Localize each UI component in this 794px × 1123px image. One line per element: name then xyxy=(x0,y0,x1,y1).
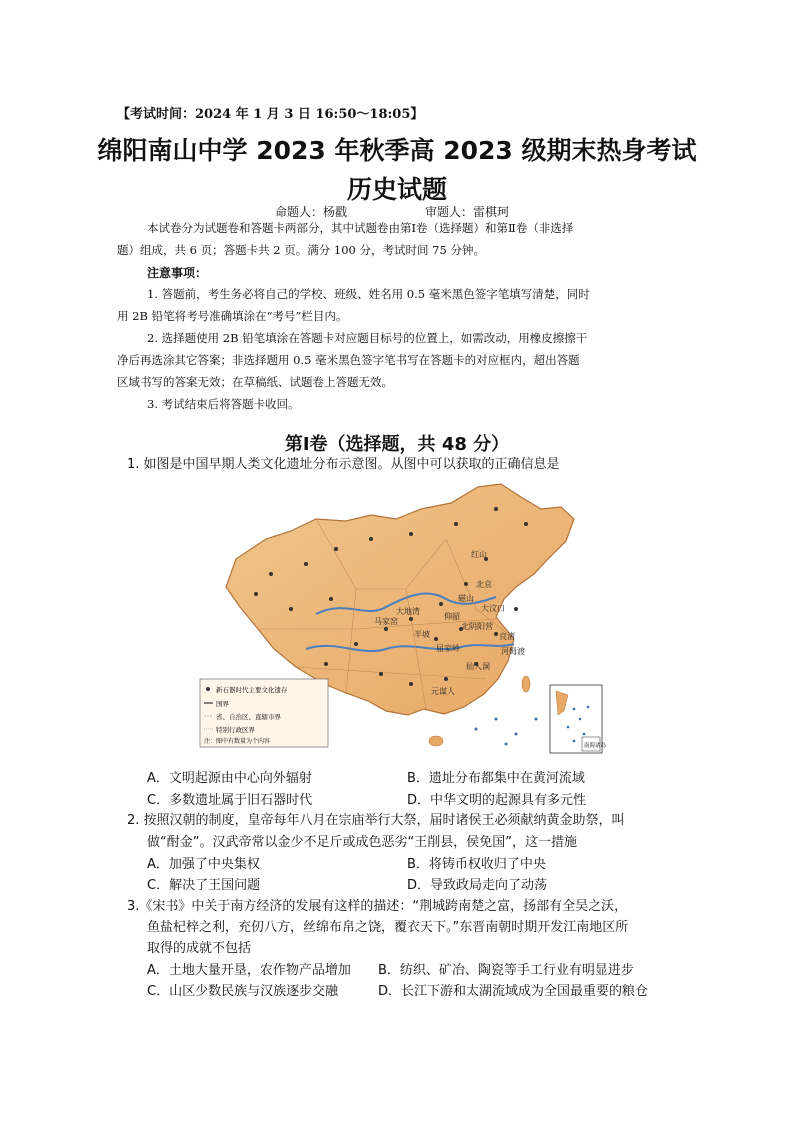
china-map-figure xyxy=(196,479,606,757)
q2-option-a: A．加强了中央集权 xyxy=(147,857,260,872)
q1-option-b: B．遗址分布都集中在黄河流域 xyxy=(407,771,585,786)
map-label: 仙人洞 xyxy=(466,662,490,671)
notice-title: 注意事项： xyxy=(147,266,208,280)
map-label: 屈家岭 xyxy=(436,644,460,653)
taiwan-island xyxy=(522,676,530,692)
question-1-stem: 1. 如图是中国早期人类文化遗址分布示意图。从图中可以获取的正确信息是 xyxy=(127,457,560,472)
legend-item: 新石器时代主要文化遗存 xyxy=(216,686,288,694)
q2-option-c: C．解决了王国问题 xyxy=(147,878,261,893)
south-sea-inset xyxy=(550,685,606,753)
legend-item: 特别行政区界 xyxy=(216,726,255,734)
inset-label: 南海诸岛 xyxy=(584,743,606,749)
map-label: 北京 xyxy=(476,580,492,589)
map-label: 元谋人 xyxy=(431,687,455,696)
map-label: 北阴阳营 xyxy=(461,622,493,631)
exam-subtitle: 历史试题 xyxy=(346,175,447,204)
notice-2-line-2: 净后再选涂其它答案；非选择题用 0.5 毫米黑色签字笔书写在答题卡的对应框内，超出答题 xyxy=(117,353,580,367)
map-label: 良渚 xyxy=(499,632,515,641)
setter: 命题人：杨戳 xyxy=(275,205,348,219)
map-label: 马家窑 xyxy=(374,617,398,626)
q1-option-c: C．多数遗址属于旧石器时代 xyxy=(147,793,313,808)
sea-island-dots xyxy=(475,718,538,746)
q2-option-d: D．导致政局走向了动荡 xyxy=(407,878,548,893)
question-3-stem-1: 3.《宋书》中关于南方经济的发展有这样的描述：“荆城跨南楚之富，扬部有全吴之沃， xyxy=(127,899,628,914)
question-3-stem-3: 取得的成就不包括 xyxy=(147,941,252,956)
legend-item: 省、自治区、直辖市界 xyxy=(216,713,281,721)
notice-1-line-1: 1. 答题前，考生务必将自己的学校、班级、姓名用 0.5 毫米黑色签字笔填写清楚，同时 xyxy=(147,287,590,301)
intro-line-2: 题）组成，共 6 页；答题卡共 2 页。满分 100 分，考试时间 75 分钟。 xyxy=(117,243,485,257)
q3-option-d: D．长江下游和太湖流域成为全国最重要的粮仓 xyxy=(378,984,649,999)
reviewer: 审题人：雷棋珂 xyxy=(425,205,510,219)
exam-title: 绵阳南山中学 2023 年秋季高 2023 级期末热身考试 xyxy=(97,136,697,165)
legend-item: 国界 xyxy=(216,700,229,708)
exam-time: 【考试时间：2024 年 1 月 3 日 16:50～18:05】 xyxy=(117,107,424,122)
legend-note: 注：图中有数量为个内容 xyxy=(204,738,271,745)
notice-2-line-1: 2. 选择题使用 2B 铅笔填涂在答题卡对应题目标号的位置上，如需改动，用橡皮擦擦干 xyxy=(147,331,588,345)
q1-option-d: D．中华文明的起源具有多元性 xyxy=(407,793,587,808)
question-3-stem-2: 鱼盐杞梓之利，充仞八方，丝绵布帛之饶，覆衣天下。”东晋南朝时期开发江南地区所 xyxy=(147,920,629,935)
q3-option-b: B．纺织、矿冶、陶瓷等手工行业有明显进步 xyxy=(378,963,634,978)
q2-option-b: B．将铸币权收归了中央 xyxy=(407,857,546,872)
china-map-svg xyxy=(196,479,606,757)
q3-option-a: A．土地大量开垦，农作物产品增加 xyxy=(147,963,351,978)
q1-option-a: A．文明起源由中心向外辐射 xyxy=(147,771,312,786)
map-label: 大地湾 xyxy=(396,607,420,616)
map-label: 磁山 xyxy=(458,594,474,603)
question-2-stem-1: 2. 按照汉朝的制度，皇帝每年八月在宗庙举行大祭，届时诸侯王必须献纳黄金助祭，叫 xyxy=(127,813,625,828)
hainan-island xyxy=(429,736,443,746)
map-legend xyxy=(200,679,328,747)
notice-3: 3. 考试结束后将答题卡收回。 xyxy=(147,397,300,411)
map-label: 仰韶 xyxy=(444,612,460,621)
map-label: 红山 xyxy=(471,550,487,559)
map-label: 半坡 xyxy=(414,630,430,639)
section-title: 第Ⅰ卷（选择题，共 48 分） xyxy=(284,434,510,455)
q3-option-c: C．山区少数民族与汉族逐步交融 xyxy=(147,984,339,999)
notice-1-line-2: 用 2B 铅笔将考号准确填涂在“考号”栏目内。 xyxy=(117,309,348,323)
notice-2-line-3: 区域书写的答案无效；在草稿纸、试题卷上答题无效。 xyxy=(117,375,393,389)
map-label: 河姆渡 xyxy=(501,647,525,656)
map-label: 大汶口 xyxy=(481,604,505,613)
intro-line-1: 本试卷分为试题卷和答题卡两部分，其中试题卷由第Ⅰ卷（选择题）和第Ⅱ卷（非选择 xyxy=(147,221,574,235)
question-2-stem-2: 做“酎金”。汉武帝常以金少不足斤或成色恶劣“王削县，侯免国”，这一措施 xyxy=(147,835,577,850)
